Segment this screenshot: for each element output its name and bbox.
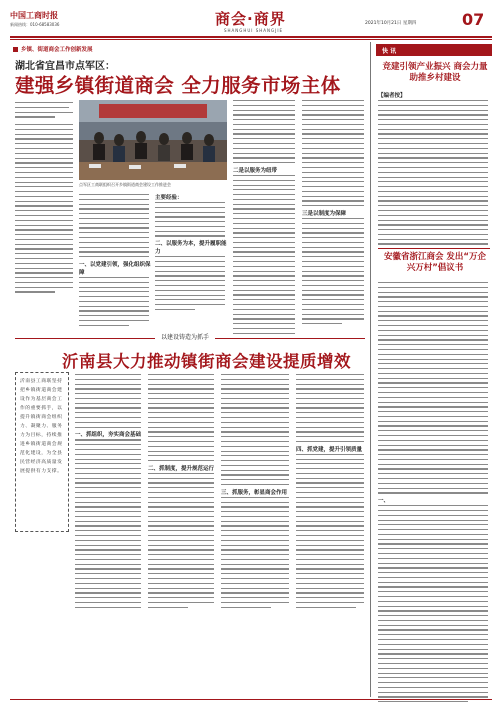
- article2-col1: [75, 374, 143, 612]
- h2-subhead-4: 四、抓党建，提升引领质量: [296, 446, 363, 453]
- article2-col2: [148, 374, 216, 612]
- headline2: 沂南县大力推动镇街商会建设提质增效: [62, 352, 351, 371]
- masthead-rule-thin: [10, 39, 492, 40]
- right-column-divider: [370, 42, 371, 697]
- section-title: 商会·商界: [215, 10, 286, 28]
- article2-col4: [296, 374, 366, 612]
- article2-col3: [221, 374, 291, 612]
- kicker-tag: 乡镇、街道商会工作创新发展: [13, 44, 93, 54]
- right-article2: [378, 282, 490, 706]
- article1-col5: [302, 100, 366, 328]
- subhead-3: 二、以服务为本，提升履职能力: [155, 241, 227, 256]
- right-label: 快 讯: [376, 44, 492, 56]
- right-headline2: 安徽省浙江商会 发出“万企兴万村”倡议书: [383, 252, 487, 273]
- headline1-kicker: 湖北省宜昌市点军区：: [15, 61, 115, 72]
- kicker-square-icon: [13, 47, 18, 52]
- article1-col4: [233, 100, 297, 342]
- right-sub-2: 一、: [378, 498, 390, 505]
- banner-small: 以建设铸造为抓手: [155, 332, 215, 341]
- page-number: 07: [462, 10, 485, 29]
- right-article1: [378, 92, 490, 253]
- masthead-rule: [10, 36, 492, 38]
- article-banner: [15, 332, 365, 344]
- section-subtitle: SHANGHUI SHANGJIE: [224, 28, 284, 33]
- subhead-4: 二是以服务为纽带: [233, 167, 278, 174]
- subhead-2: 主要经验：: [155, 195, 183, 201]
- date: 2021年10月21日 星期四: [365, 21, 417, 26]
- right-sub-1: 【编者按】: [378, 93, 406, 99]
- article1-col1: [15, 102, 75, 296]
- h2-subhead-3: 三、抓服务，彰显商会作用: [221, 489, 288, 496]
- headline1: 建强乡镇街道商会 全力服务市场主体: [15, 74, 341, 97]
- paper-name: 中国工商时报: [10, 11, 58, 20]
- meeting-photo-image: [79, 100, 227, 180]
- h2-subhead-2: 二、抓制度，提升规范运行: [148, 465, 215, 472]
- photo-caption: 点军区工商联组织召开乡镇街道商会建设工作推进会: [79, 182, 171, 187]
- sidebar-quote-box: [15, 372, 69, 532]
- article1-col2: [79, 194, 151, 330]
- right-headline1: 竞建引领产业振兴 商会力量助推乡村建设: [382, 62, 488, 83]
- subhead-5: 三是以制度为保障: [302, 210, 347, 217]
- article1-photo: [79, 100, 227, 180]
- subhead-1: 一、以党建引领，强化组织保障: [79, 261, 151, 276]
- right-divider: [378, 248, 490, 249]
- article1-col3: [155, 194, 227, 314]
- sidebar-quote: 沂南县工商联坚持把乡镇街道商会建设作为基层商会工作的重要抓手，以提升镇街商会组织力、凝聚力、服务力为目标，持续推进乡镇街道商会规范化建设，为全县民营经济高质量发展提供有力支撑。: [20, 379, 63, 474]
- bottom-rule: [10, 699, 492, 700]
- h2-subhead-1: 一、抓组织，夯实商会基础: [75, 432, 142, 439]
- paper-meta: 新闻热线：010-68583036: [10, 22, 60, 27]
- masthead: [10, 8, 492, 38]
